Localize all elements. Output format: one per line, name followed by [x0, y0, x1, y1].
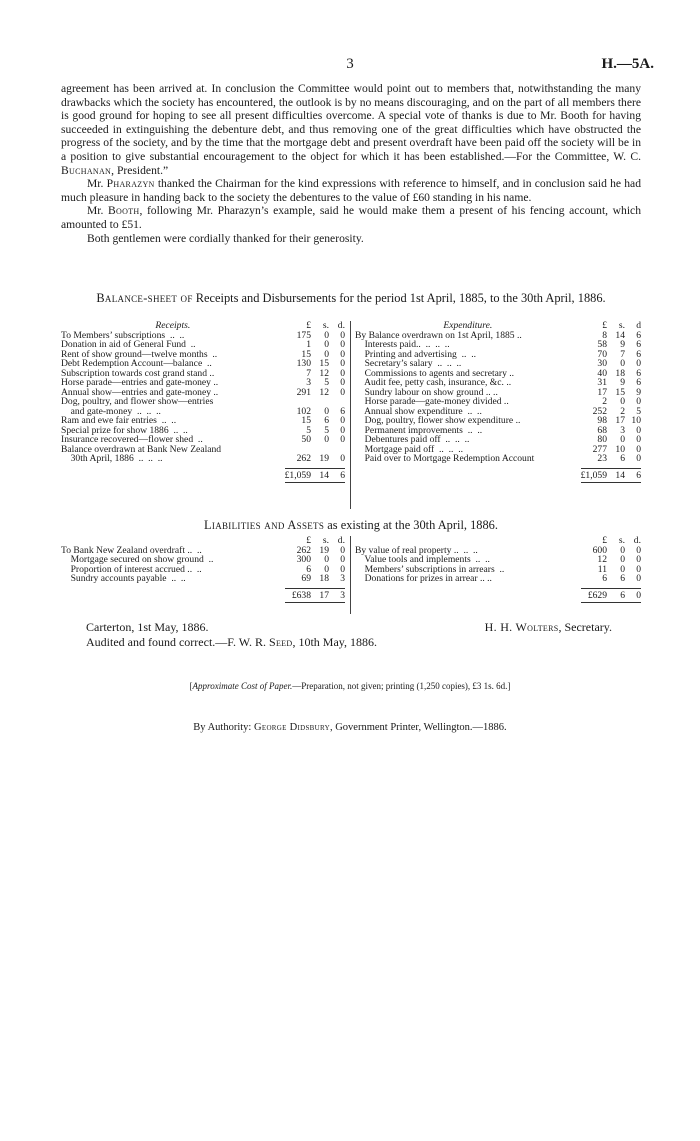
pounds-value: 262: [296, 453, 311, 464]
total-shillings: 14: [311, 468, 329, 483]
entry-text: Donation in aid of General Fund: [61, 339, 186, 350]
pence-value: 0: [636, 563, 641, 575]
total-pounds: £1,059: [580, 469, 607, 481]
paragraph-booth: [61, 204, 641, 231]
leader-dots: ..: [506, 367, 515, 379]
shillings-value: 0: [620, 554, 625, 565]
entry-text: Sundry accounts payable: [61, 573, 167, 584]
entry-text: Dog, poultry, flower show expenditure: [355, 415, 514, 426]
booth-name: Booth: [108, 204, 140, 218]
balance-sheet-divider: [350, 321, 351, 509]
shillings-header: s.: [618, 535, 625, 546]
total-row: [355, 468, 641, 483]
leader-dots: ..: [494, 563, 505, 575]
leader-dots: ..: [513, 415, 521, 426]
leader-dots: .. ..: [166, 573, 186, 584]
paragraph-booth-prefix: Mr.: [87, 204, 109, 218]
place-date: Carterton, 1st May, 1886.: [86, 620, 209, 634]
shillings-value: 0: [324, 329, 329, 341]
shillings-value: 0: [324, 563, 329, 575]
leader-dots: .. ..: [458, 544, 478, 556]
pounds-value: 291: [296, 386, 311, 398]
pounds-value: 11: [597, 563, 607, 575]
expenditure-row: [355, 454, 641, 464]
shillings-value: 6: [324, 415, 329, 426]
leader-dots: ..: [503, 377, 512, 388]
entry-text: Printing and advertising: [355, 348, 457, 360]
entry-text: Sundry labour on show ground ..: [355, 386, 491, 398]
leader-dots: ..: [501, 396, 509, 407]
pounds-value: 300: [296, 554, 311, 565]
pounds-value: 7: [306, 367, 311, 379]
leader-dots: ..: [210, 377, 219, 388]
balance-sheet-title-rest: Receipts and Disbursements for the period 1st April, 1885, to the 30th April, 1886.: [192, 291, 606, 305]
pounds-value: 600: [592, 544, 607, 556]
entry-text: Members’ subscriptions in arrears: [355, 563, 495, 575]
shillings-value: 12: [319, 367, 329, 379]
total-label-spacer: [355, 468, 581, 483]
entry-text: Horse parade—gate-money divided: [355, 396, 502, 407]
pence-value: 0: [340, 386, 345, 398]
total-label-spacer: [61, 588, 285, 603]
pence-value: 0: [636, 434, 641, 445]
entry-text: Debt Redemption Account—balance: [61, 358, 203, 369]
entry-text: Commissions to agents and secretary: [355, 367, 507, 379]
shillings-value: 10: [615, 443, 625, 455]
paragraph-conclusion: [61, 82, 641, 177]
leader-dots: .. ..: [456, 348, 476, 360]
pence-value: 6: [340, 405, 345, 417]
shillings-value: 5: [324, 377, 329, 388]
entry-text: Mortgage secured on show ground: [61, 554, 204, 565]
shillings-value: 18: [615, 367, 625, 379]
pounds-value: 70: [597, 348, 607, 360]
total-pence: 6: [329, 468, 345, 483]
entry-text: Interests paid..: [355, 339, 421, 350]
shillings-value: 9: [620, 377, 625, 388]
leader-dots: ..: [514, 329, 522, 341]
total-pence: 6: [625, 468, 641, 483]
pharazyn-name: Pharazyn: [106, 177, 155, 191]
pence-value: 0: [636, 443, 641, 455]
expenditure-table: [355, 321, 641, 483]
pounds-value: 69: [301, 573, 311, 584]
pence-value: 0: [340, 377, 345, 388]
pence-value: 3: [340, 573, 345, 584]
receipts-row: [61, 454, 345, 464]
total-pence: 0: [625, 588, 641, 603]
pounds-value: 1: [306, 339, 311, 350]
shillings-value: 0: [620, 396, 625, 407]
pence-value: 0: [340, 453, 345, 464]
authority-suffix: , Government Printer, Wellington.—1886.: [329, 722, 507, 733]
pounds-value: 262: [296, 544, 311, 556]
pence-value: 0: [340, 339, 345, 350]
pounds-value: 23: [597, 453, 607, 464]
pence-value: 0: [340, 434, 345, 445]
entry-text: To Members’ subscriptions: [61, 329, 166, 341]
secretary-name: H. H. Wolters: [484, 620, 559, 634]
auditor-name: Seed: [269, 635, 293, 649]
entry-label: [61, 574, 285, 584]
leader-dots: ..: [203, 554, 214, 565]
page-number: 3: [346, 56, 354, 72]
pounds-value: 6: [306, 563, 311, 575]
entry-text: By Balance overdrawn on 1st April, 1885: [355, 329, 515, 341]
secretary-title: , Secretary.: [558, 620, 612, 634]
total-label-spacer: [355, 588, 581, 603]
cost-note-text: —Preparation, not given; printing (1,250 copies), £3 1s. 6d.: [292, 681, 508, 691]
pence-value: 6: [636, 329, 641, 341]
shillings-value: 6: [620, 453, 625, 464]
pence-value: 0: [340, 415, 345, 426]
total-pounds: £629: [581, 588, 607, 603]
liabilities-assets-title: [61, 518, 641, 533]
total-row: [61, 468, 345, 483]
liabilities-divider: [350, 536, 351, 614]
entry-text: Ram and ewe fair entries: [61, 415, 157, 426]
pounds-value: 252: [592, 405, 607, 417]
paragraph-pharazyn: [61, 177, 641, 204]
shillings-value: 2: [620, 405, 625, 417]
authority-prefix: By Authority:: [193, 722, 254, 733]
pounds-value: 40: [597, 367, 607, 379]
president-name: Buchanan: [61, 163, 112, 177]
pence-value: 0: [636, 396, 641, 407]
entry-text: By value of real property ..: [355, 544, 459, 556]
pounds-value: 12: [597, 554, 607, 565]
pence-value: 0: [636, 573, 641, 584]
total-row: [61, 588, 345, 603]
shillings-value: 15: [615, 386, 625, 398]
leader-dots: ..: [185, 339, 196, 350]
shillings-value: 3: [620, 424, 625, 436]
total-shillings: 14: [607, 468, 625, 483]
leader-dots: .. .. ..: [132, 405, 161, 417]
entry-text: To Bank New Zealand overdraft: [61, 544, 185, 556]
leader-dots: ..: [211, 386, 219, 398]
entry-text: Audit fee, petty cash, insurance, &c.: [355, 377, 504, 388]
entry-text: Horse parade—entries and gate-money: [61, 377, 211, 388]
entry-text: 30th April, 1886: [61, 453, 134, 464]
authority-line: [0, 722, 700, 733]
pence-header: d.: [633, 535, 641, 546]
leader-dots: .. ..: [462, 424, 483, 436]
entry-label: [61, 454, 285, 464]
pence-value: 0: [340, 544, 345, 556]
leader-dots: ..: [202, 358, 212, 369]
shillings-value: 19: [319, 453, 329, 464]
shillings-value: 0: [324, 405, 329, 417]
leader-dots: .. ..: [156, 415, 177, 426]
entry-text: and gate-money: [61, 405, 133, 417]
total-pounds: £1,059: [284, 469, 311, 481]
cost-note: [Approximate Cost of Paper.—Preparation, not given; printing (1,250 copies), £3 1s. 6d.]: [189, 681, 511, 691]
pounds-value: 5: [306, 424, 311, 436]
leader-dots: .. .. ..: [432, 358, 462, 369]
pence-value: 0: [636, 554, 641, 565]
pounds-value: 50: [301, 434, 311, 445]
pence-value: 5: [636, 405, 641, 417]
shillings-value: 0: [324, 339, 329, 350]
paragraph-pharazyn-text: thanked the Chairman for the kind expressions with reference to himself, and in conclusion said he had much pleasure in handing back to the society the debentures to the value of £60 standing in his name.: [61, 177, 642, 204]
shillings-value: 0: [324, 554, 329, 565]
leader-dots: .. ..: [470, 554, 490, 565]
audit-statement: [86, 635, 377, 650]
cost-note-label: Approximate Cost of Paper.: [192, 681, 293, 691]
shillings-value: 14: [615, 329, 625, 341]
leader-dots: .. .. ..: [133, 453, 163, 464]
shillings-value: 6: [620, 573, 625, 584]
balance-sheet-title-sc: Balance-sheet of: [96, 291, 193, 305]
pounds-value: 175: [296, 329, 311, 341]
shillings-header: s.: [322, 535, 329, 546]
pounds-value: 30: [597, 358, 607, 369]
pence-value: 0: [340, 367, 345, 379]
document-reference: H.—5A.: [601, 56, 654, 72]
pounds-header: £: [306, 320, 311, 331]
leader-dots: ..: [207, 367, 215, 379]
leader-dots: .. ..: [462, 405, 482, 417]
entry-text: Dog, poultry, and flower show—entries: [61, 396, 214, 407]
pence-value: 0: [340, 358, 345, 369]
leader-dots: .. ..: [184, 563, 202, 575]
shillings-value: 0: [620, 544, 625, 556]
liabilities-table: [61, 536, 345, 603]
paragraph-booth-text: , following Mr. Pharazyn’s example, said he would make them a present of his fencing account, which amounted to £51.: [61, 204, 641, 231]
pounds-value: 17: [597, 386, 607, 398]
liabilities-row: [61, 574, 345, 584]
entry-text: Balance overdrawn at Bank New Zealand: [61, 443, 222, 455]
shillings-value: 0: [620, 358, 625, 369]
leader-dots: .. ..: [165, 329, 185, 341]
pence-value: 6: [636, 339, 641, 350]
pence-value: 0: [636, 358, 641, 369]
shillings-value: 0: [620, 434, 625, 445]
paragraph-pharazyn-prefix: Mr.: [87, 177, 107, 191]
pounds-value: 15: [301, 415, 311, 426]
shillings-header: s.: [322, 320, 329, 331]
pounds-value: 277: [592, 443, 607, 455]
leader-dots: .. .. ..: [434, 443, 463, 455]
entry-text: Permanent improvements: [355, 424, 463, 436]
pounds-value: 102: [296, 405, 311, 417]
pounds-value: 2: [602, 396, 607, 407]
pence-value: 0: [340, 563, 345, 575]
pence-header: d.: [337, 535, 345, 546]
total-pence: 3: [329, 588, 345, 603]
entry-label: [355, 454, 581, 464]
shillings-value: 7: [620, 348, 625, 360]
printer-name: George Didsbury: [253, 722, 330, 733]
assets-table: [355, 536, 641, 603]
entry-text: Proportion of interest accrued: [61, 563, 185, 575]
entry-text: Rent of show ground—twelve months: [61, 348, 208, 360]
pounds-value: 15: [301, 348, 311, 360]
leader-dots: ..: [193, 434, 203, 445]
entry-text: Insurance recovered—flower shed: [61, 434, 194, 445]
pounds-value: 80: [597, 434, 607, 445]
pence-value: 0: [340, 424, 345, 436]
pounds-value: 31: [597, 377, 607, 388]
report-text: [61, 82, 641, 245]
pence-value: 0: [340, 329, 345, 341]
pence-value: 6: [636, 377, 641, 388]
shillings-value: 18: [319, 573, 329, 584]
entry-text: Paid over to Mortgage Redemption Account: [355, 453, 535, 464]
entry-text: Secretary’s salary: [355, 358, 433, 369]
pence-value: 9: [636, 386, 641, 398]
entry-text: Special prize for show 1886: [61, 424, 169, 436]
pence-value: 0: [340, 348, 345, 360]
total-row: [355, 588, 641, 603]
pounds-value: 8: [602, 329, 607, 341]
shillings-header: s.: [618, 320, 625, 331]
entry-text: Annual show expenditure: [355, 405, 463, 417]
shillings-value: 0: [324, 348, 329, 360]
balance-sheet-title: [61, 292, 641, 305]
paragraph-conclusion-text: agreement has been arrived at. In conclusion the Committee would point out to members that, notwithstanding the many drawbacks which the society has encountered, the outlook is by no means discouraging, and on the part of all members there is good ground for hoping to see all present difficulties overcome. A special vote of thanks is due to Mr. Booth for having succeeded in extinguishing the debenture debt, and thus removing one of the great difficulties which have obstructed the progress of the society, and by the time that the mortgage debt and present overdraft have been paid off the society will be in a position to give substantial encouragement to the object for which it has been established.—For the Committee, W. C.: [61, 82, 641, 163]
shillings-value: 12: [319, 386, 329, 398]
leader-dots: ..: [207, 348, 218, 360]
pounds-header: £: [306, 535, 311, 546]
total-shillings: 6: [607, 588, 625, 603]
president-title: , President.”: [111, 163, 169, 177]
pence-header: d: [636, 320, 641, 331]
leader-dots: ..: [490, 386, 498, 398]
pence-value: 6: [636, 348, 641, 360]
audit-prefix: Audited and found correct.—F. W. R.: [86, 635, 270, 649]
pounds-value: 6: [602, 573, 607, 584]
paragraph-thanks: Both gentlemen were cordially thanked for their generosity.: [87, 231, 364, 245]
pounds-value: 98: [597, 415, 607, 426]
shillings-value: 0: [324, 434, 329, 445]
leader-dots: .. .. ..: [440, 434, 470, 445]
assets-row: [355, 574, 641, 584]
secretary-signature: [485, 620, 612, 635]
pounds-value: 3: [306, 377, 311, 388]
entry-text: Debentures paid off: [355, 434, 441, 445]
total-shillings: 17: [311, 588, 329, 603]
pounds-value: 130: [296, 358, 311, 369]
entry-text: Subscription towards cost grand stand: [61, 367, 208, 379]
leader-dots: .. .. ..: [420, 339, 450, 350]
pounds-value: 58: [597, 339, 607, 350]
entry-text: Donations for prizes in arrear ..: [355, 573, 485, 584]
pounds-header: £: [602, 535, 607, 546]
pence-value: 0: [340, 554, 345, 565]
pence-value: 0: [636, 544, 641, 556]
total-pounds: £638: [285, 588, 311, 603]
pounds-value: 68: [597, 424, 607, 436]
receipts-header: Receipts.: [155, 320, 191, 331]
total-label-spacer: [61, 468, 285, 483]
leader-dots: .. ..: [185, 544, 202, 556]
shillings-value: 5: [324, 424, 329, 436]
liabilities-assets-title-rest: as existing at the 30th April, 1886.: [324, 518, 498, 532]
entry-text: Mortgage paid off: [355, 443, 435, 455]
entry-label: [355, 574, 581, 584]
pence-value: 0: [636, 453, 641, 464]
pence-value: 10: [631, 415, 641, 426]
expenditure-header: Expenditure.: [443, 320, 493, 331]
receipts-table: [61, 321, 345, 483]
shillings-value: 19: [319, 544, 329, 556]
shillings-value: 15: [319, 358, 329, 369]
pence-value: 6: [636, 367, 641, 379]
entry-text: Value tools and implements: [355, 554, 471, 565]
pounds-header: £: [602, 320, 607, 331]
shillings-value: 17: [615, 415, 625, 426]
pence-value: 0: [636, 424, 641, 436]
entry-text: Annual show—entries and gate-money: [61, 386, 211, 398]
leader-dots: ..: [484, 573, 492, 584]
liabilities-assets-title-sc: Liabilities and Assets: [204, 518, 325, 532]
audit-suffix: , 10th May, 1886.: [292, 635, 378, 649]
leader-dots: .. ..: [168, 424, 188, 436]
pence-header: d.: [337, 320, 345, 331]
shillings-value: 0: [620, 563, 625, 575]
shillings-value: 9: [620, 339, 625, 350]
